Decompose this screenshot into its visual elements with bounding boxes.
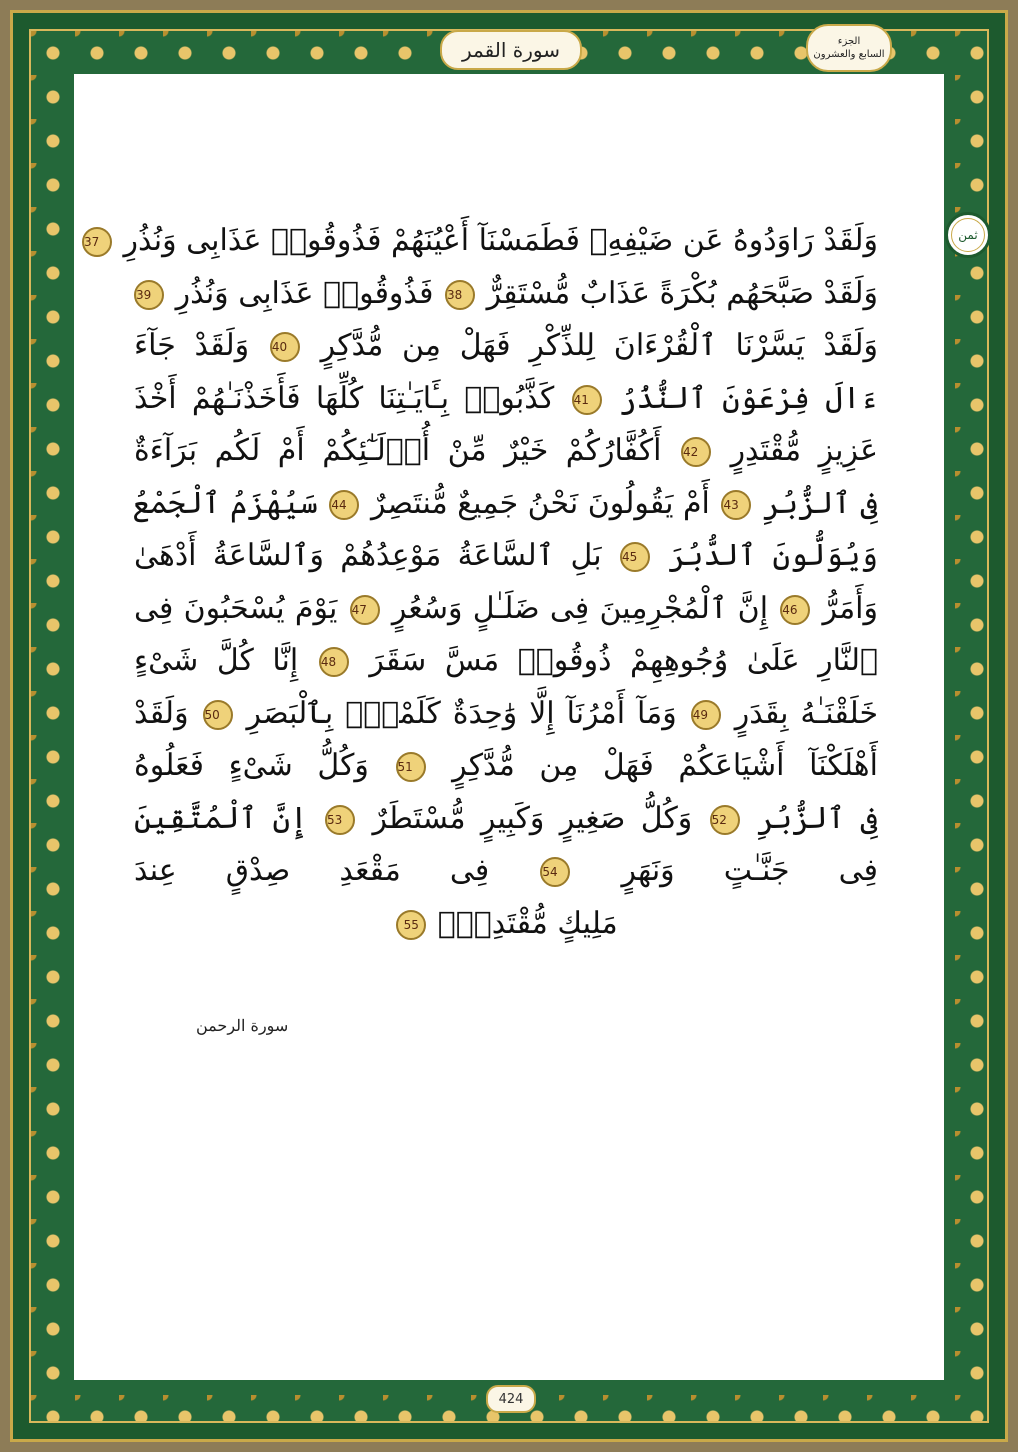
verse-line: [134, 530, 878, 583]
ayah-number-marker: 46: [780, 595, 810, 625]
surah-name: سورة القمر: [462, 38, 560, 62]
verse-line: [134, 425, 878, 478]
verse-text: إِنَّ ٱلْمُجْرِمِينَ فِى ضَلَـٰلٍ وَسُعُرٍ: [391, 590, 769, 626]
ayah-number-marker: 48: [319, 647, 349, 677]
verse-text: وَلَقَدْ يَسَّرْنَا ٱلْقُرْءَانَ لِلذِّكْرِ فَهَلْ مِن مُّدَّكِرٍ: [320, 328, 878, 363]
verse-text: فِى ٱلزُّبُرِ: [762, 485, 878, 521]
page-number: 424: [498, 1391, 524, 1407]
verse-line: [134, 635, 878, 688]
ayah-number-marker: 44: [329, 490, 359, 520]
verse-text: خَلَقْنَـٰهُ بِقَدَرٍ: [734, 695, 879, 731]
juz-label: الجزء: [837, 36, 861, 47]
verse-text: وَأَمَرُّ: [822, 590, 878, 626]
ayah-number-marker: 54: [540, 857, 570, 887]
verse-text: كَذَّبُوا۟ بِـَٔايَـٰتِنَا كُلِّهَا فَأَخَذْنَـٰهُمْ أَخْذَ: [134, 380, 555, 416]
verse-line: [134, 320, 878, 373]
verse-line: [134, 793, 878, 846]
verse-text: وَكُلُّ شَىْءٍ فَعَلُوهُ: [134, 748, 369, 783]
verse-text: وَلَقَدْ رَاوَدُوهُ عَن ضَيْفِهِۦ فَطَمَسْنَآ أَعْيُنَهُمْ فَذُوقُوا۟ عَذَابِى وَنُذُرِ: [123, 223, 878, 258]
ayah-number-marker: 38: [445, 280, 475, 310]
verse-text: وَلَقَدْ: [134, 695, 189, 731]
ayah-number-marker: 49: [691, 700, 721, 730]
verse-line: [134, 898, 878, 951]
verse-line: [134, 845, 878, 898]
verse-line: [134, 373, 878, 426]
ayah-number-marker: 55: [396, 910, 426, 940]
page-number-plate: [486, 1385, 536, 1413]
verse-text: وَلَقَدْ جَآءَ: [134, 328, 250, 363]
verse-text: أَمْ يَقُولُونَ نَحْنُ جَمِيعٌ مُّنتَصِرٌ: [370, 485, 710, 521]
next-surah-label: سورة الرحمن: [196, 1016, 289, 1035]
ayah-number-marker: 41: [572, 385, 602, 415]
hizb-quarter-marker: [945, 212, 991, 258]
verse-text: سَيُهْزَمُ ٱلْجَمْعُ: [132, 485, 318, 521]
verse-text: وَمَآ أَمْرُنَآ إِلَّا وَٰحِدَةٌ كَلَمْحٍۭ بِٱلْبَصَرِ: [246, 695, 677, 731]
verse-text: فِى مَقْعَدِ صِدْقٍ عِندَ: [134, 853, 490, 888]
verse-text: إِنَّا كُلَّ شَىْءٍ: [134, 643, 299, 678]
verse-line: [134, 583, 878, 636]
verse-line: [134, 740, 878, 793]
verse-text: يَوْمَ يُسْحَبُونَ فِى: [134, 590, 338, 626]
juz-plate: [806, 24, 892, 72]
verse-text: فِى جَنَّـٰتٍ وَنَهَرٍ: [621, 853, 879, 888]
ayah-number-marker: 52: [710, 805, 740, 835]
ayah-number-marker: 53: [325, 805, 355, 835]
verse-text: عَزِيزٍ مُّقْتَدِرٍ: [730, 433, 878, 468]
hizb-marker-text: ثمن: [958, 228, 978, 242]
ayah-number-marker: 42: [681, 437, 711, 467]
verse-text: فَذُوقُوا۟ عَذَابِى وَنُذُرِ: [175, 275, 434, 311]
verse-text: وَيُوَلُّونَ ٱلدُّبُرَ: [668, 538, 879, 573]
ayah-number-marker: 47: [350, 595, 380, 625]
verse-text: بَلِ ٱلسَّاعَةُ مَوْعِدُهُمْ وَٱلسَّاعَةُ أَدْهَىٰ: [134, 538, 602, 573]
verse-text: وَلَقَدْ صَبَّحَهُم بُكْرَةً عَذَابٌ مُّسْتَقِرٌّ: [486, 275, 878, 311]
ayah-number-marker: 51: [396, 752, 426, 782]
verse-text: مَلِيكٍ مُّقْتَدِرٍۭ: [437, 905, 618, 941]
ayah-number-marker: 50: [203, 700, 233, 730]
verse-text: ءَالَ فِرْعَوْنَ ٱلنُّذُرُ: [618, 380, 879, 416]
verse-line: [84, 215, 878, 268]
ayah-number-marker: 40: [270, 332, 300, 362]
verse-line: [134, 268, 878, 321]
ayah-number-marker: 39: [134, 280, 164, 310]
verse-text: أَكُفَّارُكُمْ خَيْرٌ مِّنْ أُو۟لَـٰٓئِكُمْ أَمْ لَكُم بَرَآءَةٌ: [134, 433, 662, 468]
verse-text: فِى ٱلزُّبُرِ: [757, 800, 878, 836]
verse-text: أَهْلَكْنَآ أَشْيَاعَكُمْ فَهَلْ مِن مُّدَّكِرٍ: [452, 748, 878, 783]
verse-text: وَكُلُّ صَغِيرٍ وَكَبِيرٍ مُّسْتَطَرٌ: [372, 800, 693, 836]
verse-line: [134, 688, 878, 741]
verse-text: ٱلنَّارِ عَلَىٰ وُجُوهِهِمْ ذُوقُوا۟ مَسَّ سَقَرَ: [369, 643, 878, 678]
ayah-number-marker: 37: [82, 227, 112, 257]
ayah-number-marker: 45: [620, 542, 650, 572]
verse-lines: [84, 215, 879, 950]
ayah-number-marker: 43: [721, 490, 751, 520]
verse-line: [134, 478, 878, 531]
verse-text: إِنَّ ٱلْمُتَّقِينَ: [134, 800, 308, 836]
surah-name-plate: [440, 30, 582, 70]
juz-number: السابع والعشرون: [813, 49, 885, 60]
